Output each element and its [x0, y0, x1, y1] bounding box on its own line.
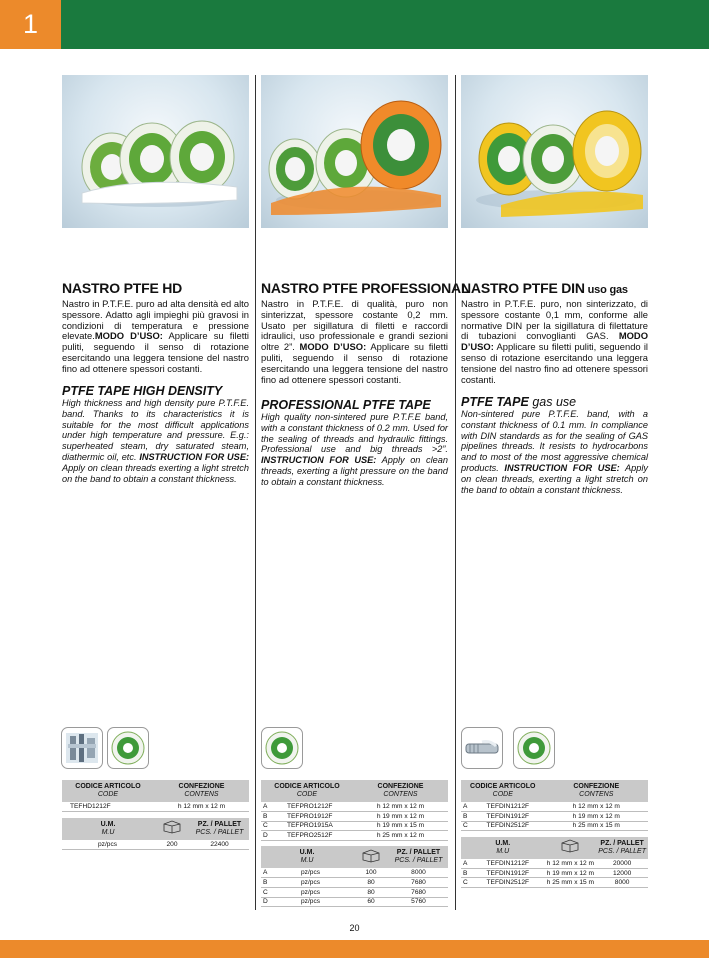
product-title-hd: NASTRO PTFE HD — [62, 280, 183, 296]
description-it-hd: Nastro in P.T.F.E. puro ad alta densità ed alto spessore. Adatto agli impieghi più gravosi in condizioni di temperatura e pressione elevate.MODO D’USO: Applicare su filetti puliti, seguendo il senso di rotazione esercitando una leggera tensione del nastro fino ad ottenere spessori costanti. — [62, 298, 249, 374]
table-row: A TEFDIN1212F h 12 mm x 12 m 20000 — [461, 859, 648, 869]
footer-bar — [0, 940, 709, 958]
table-row: TEFHD1212F h 12 mm x 12 m — [62, 802, 249, 812]
table-row: A pz/pcs 100 8000 — [261, 868, 448, 878]
tape-roll-icon — [110, 730, 146, 766]
spec-icon-tape — [261, 727, 303, 769]
product-table-professional: CODICE ARTICOLO CODE CONFEZIONE CONTENS A TEFPRO1212F h 12 mm x 12 m B TEFPRO1912F h 19 mm x 12 m C TEFPRO1915A h 19 mm x 15 m D TEFPRO2512F h 25 mm x 12 m U.M. M.U PZ. / PALLET PCS. / PALLET A pz/pcs 100 8000 B pz/pcs 80 7680 C pz/pcs 80 7680 D pz/pcs 60 5760 — [261, 780, 448, 907]
product-title-din: NASTRO PTFE DIN uso gas — [461, 280, 628, 296]
table-row: A TEFPRO1212F h 12 mm x 12 m — [261, 802, 448, 812]
description-en-hd: High thickness and high density pure P.T.F.E. band. Thanks to its characteristics it is suitable for the most difficult applications under high temperature and pressure. E.g.: superheated steam, dry saturated steam, diathermic oil, etc. INSTRUCTION FOR USE: Apply on clean threads exerting a light stretch on the band to obtain a constant thickness. — [62, 398, 250, 484]
box-icon — [560, 839, 580, 853]
box-icon — [162, 820, 182, 834]
threaded-pipe-icon — [464, 730, 500, 766]
table-row: C TEFDIN2512F h 25 mm x 15 m — [461, 821, 648, 831]
table-row: C TEFPRO1915A h 19 mm x 15 m — [261, 821, 448, 831]
pipe-wrench-icon — [64, 730, 100, 766]
product-photo-hd — [62, 75, 249, 228]
english-title-professional: PROFESSIONAL PTFE TAPE — [261, 398, 431, 412]
tape-roll — [269, 139, 321, 199]
tape-roll — [573, 111, 641, 191]
product-title-professional: NASTRO PTFE PROFESSIONAL — [261, 280, 470, 296]
product-photo-professional — [261, 75, 448, 228]
chapter-number: 1 — [0, 0, 61, 49]
description-it-din: Nastro in P.T.F.E. puro, non sinterizzato, di spessore costante 0,1 mm, conforme alle normative DIN per la sigillatura di filettature di tubazioni convoglianti GAS. MODO D’USO: Applicare su filetti puliti, seguendo il senso di rotazione esercitando una leggera tensione del nastro fino ad ottenere spessori costanti. — [461, 298, 648, 385]
tape-roll — [361, 101, 441, 189]
tape-roll-icon — [516, 730, 552, 766]
tape-roll-icon — [264, 730, 300, 766]
english-title-hd: PTFE TAPE HIGH DENSITY — [62, 384, 223, 398]
table-row: D TEFPRO2512F h 25 mm x 12 m — [261, 831, 448, 841]
description-en-din: Non-sintered pure P.T.F.E. band, with a constant thickness of 0.1 mm. In compliance with DIN standards as for the sealing of GAS pipelines threads. It resists to hydrocarbons and to most of the most aggressive chemical products. INSTRUCTION FOR USE: Apply on clean threads, exerting a light stretch on the band to obtain a constant thickness. — [461, 409, 648, 495]
column-divider — [255, 75, 256, 910]
description-it-professional: Nastro in P.T.F.E. di qualità, puro non sinterizzat, spessore costante 0,2 mm. Usato per sigillatura di filetti e raccordi idraulici, uso professionale e grandi sezioni oltre 2”. MODO D’USO: Applicare su filetti puliti, seguendo il senso di rotazione esercitando una leggera tensione del nastro fino ad ottenere spessori costanti. — [261, 298, 448, 385]
spec-icon-tools — [61, 727, 103, 769]
spec-icon-tape — [513, 727, 555, 769]
table-row: B pz/pcs 80 7680 — [261, 878, 448, 888]
table-row: A TEFDIN1212F h 12 mm x 12 m — [461, 802, 648, 812]
table-row: D pz/pcs 60 5760 — [261, 897, 448, 907]
table-row: C TEFDIN2512F h 25 mm x 15 m 8000 — [461, 878, 648, 888]
product-photo-din — [461, 75, 648, 228]
column-divider — [455, 75, 456, 910]
table-row: B TEFDIN1912F h 19 mm x 12 m — [461, 812, 648, 822]
product-table-hd: CODICE ARTICOLO CODE CONFEZIONE CONTENS TEFHD1212F h 12 mm x 12 m U.M. M.U PZ. / PALLET PCS. / PALLET pz/pcs 200 22400 — [62, 780, 249, 850]
description-en-professional: High quality non-sintered pure P.T.F.E band, with a constant thickness of 0.2 mm. Used for the sealing of threads and hydraulic fittings. Professional use and big threads >2”. INSTRUCTION FOR USE: Apply on clean threads, exerting a light pressure on the band to obtain a constant thickness. — [261, 412, 448, 487]
english-title-din: PTFE TAPE gas use — [461, 395, 577, 409]
spec-icon-pipe — [461, 727, 503, 769]
page-number: 20 — [349, 923, 360, 933]
header-bar — [0, 0, 709, 49]
product-table-din: CODICE ARTICOLO CODE CONFEZIONE CONTENS A TEFDIN1212F h 12 mm x 12 m B TEFDIN1912F h 19 mm x 12 m C TEFDIN2512F h 25 mm x 15 m U.M. M.U PZ. / PALLET PCS. / PALLET A TEFDIN1212F h 12 mm x 12 m 20000 B TEFDIN1912F h 19 mm x 12 m 12000 C TEFDIN2512F h 25 mm x 15 m 8000 — [461, 780, 648, 888]
table-row: pz/pcs 200 22400 — [62, 840, 249, 850]
spec-icon-tape — [107, 727, 149, 769]
table-row: B TEFPRO1912F h 19 mm x 12 m — [261, 812, 448, 822]
box-icon — [361, 849, 381, 863]
table-row: C pz/pcs 80 7680 — [261, 888, 448, 898]
table-row: B TEFDIN1912F h 19 mm x 12 m 12000 — [461, 868, 648, 878]
